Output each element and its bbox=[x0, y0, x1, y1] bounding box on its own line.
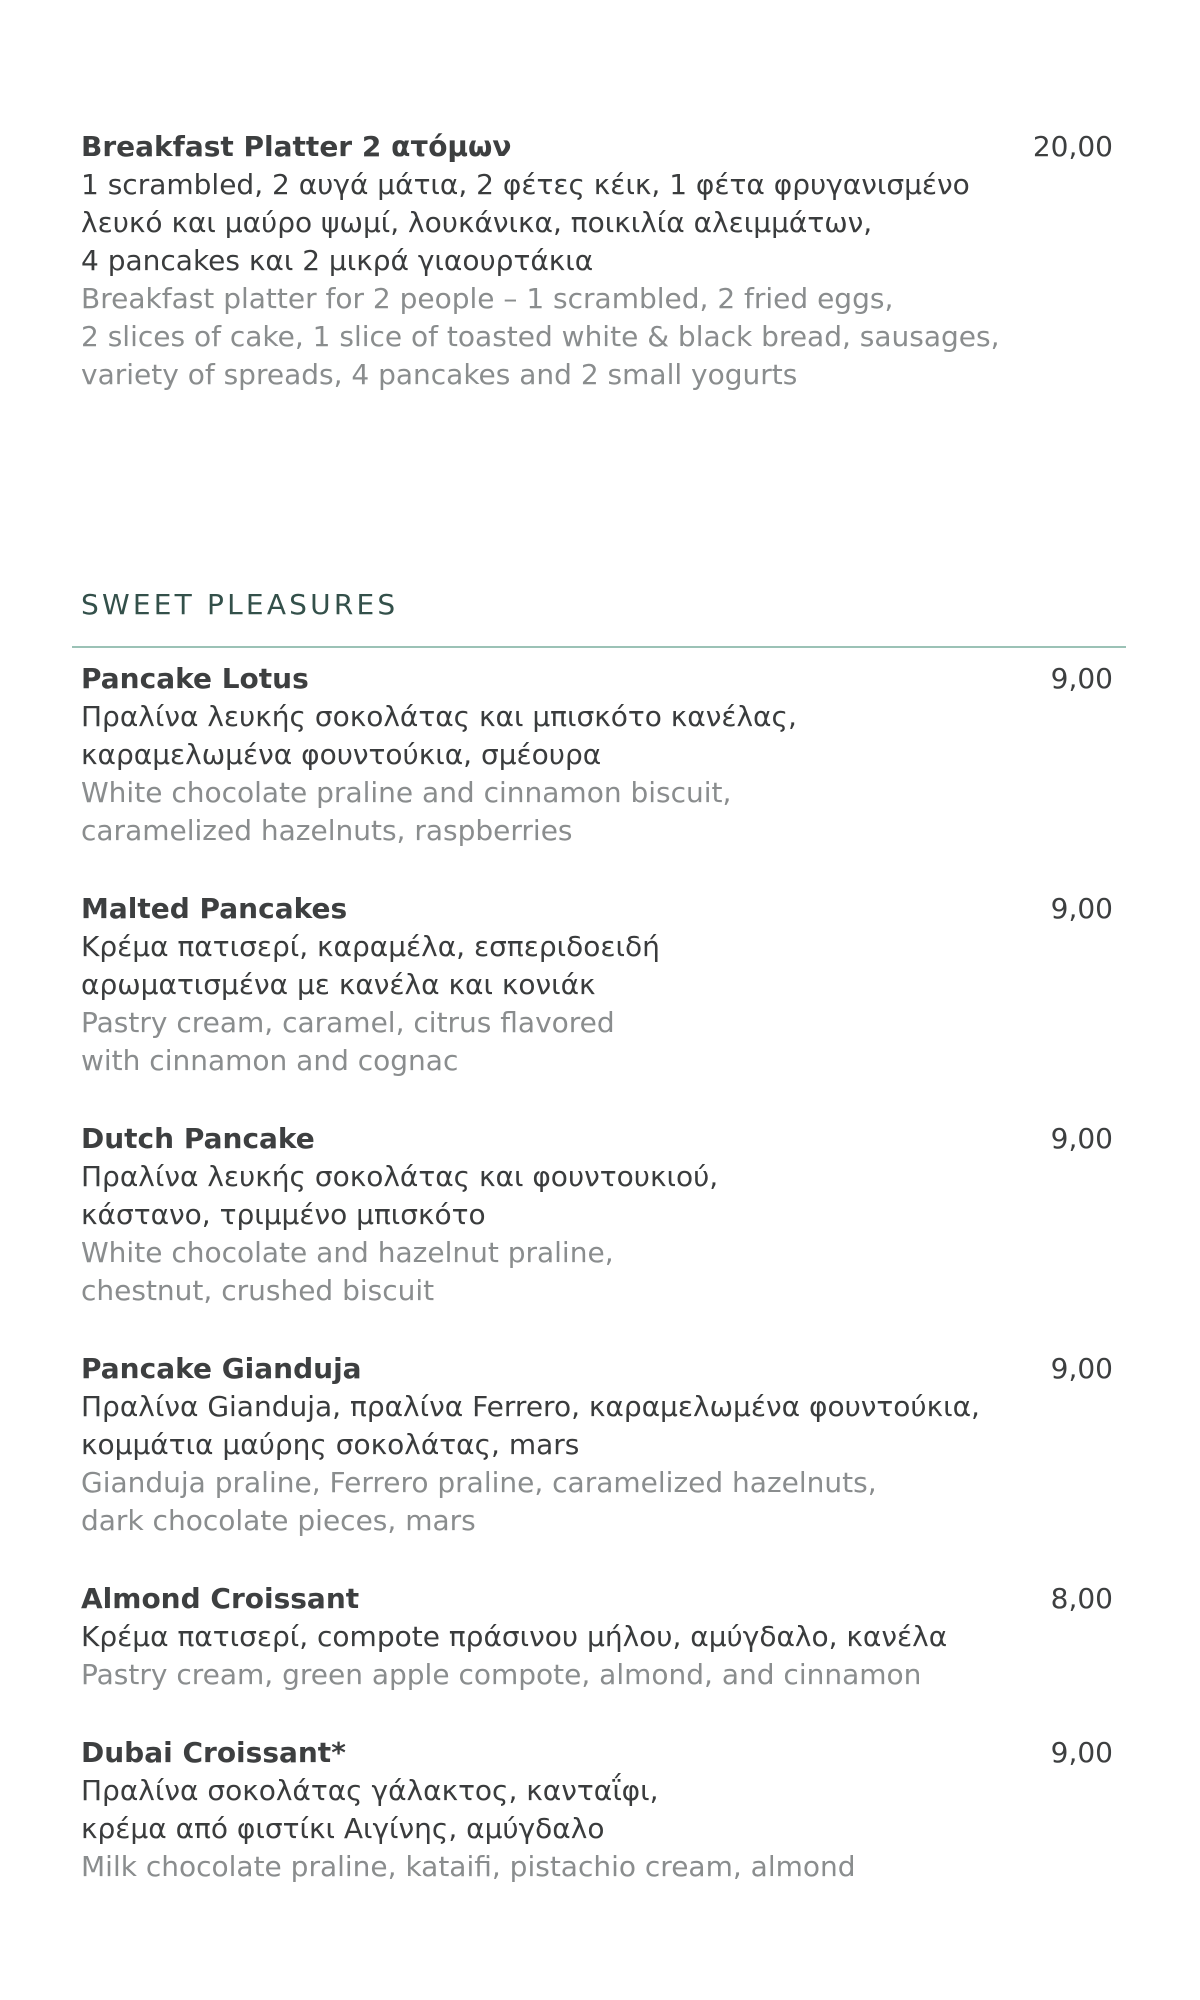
item-description-greek: 1 scrambled, 2 αυγά μάτια, 2 φέτες κέικ, 1 φέτα φρυγανισμένο bbox=[81, 168, 970, 201]
item-description-greek: Πραλίνα σοκολάτας γάλακτος, κανταΐφι, bbox=[81, 1774, 659, 1807]
item-description-greek: κάστανο, τριμμένο μπισκότο bbox=[81, 1198, 486, 1231]
item-description-english: 2 slices of cake, 1 slice of toasted white & black bread, sausages, bbox=[81, 320, 1000, 353]
item-description-english: variety of spreads, 4 pancakes and 2 small yogurts bbox=[81, 358, 798, 391]
section-title: SWEET PLEASURES bbox=[81, 588, 399, 621]
item-price: 20,00 bbox=[1032, 130, 1113, 163]
item-name: Pancake Gianduja bbox=[81, 1352, 362, 1385]
item-description-english: Pastry cream, caramel, citrus flavored bbox=[81, 1006, 615, 1039]
item-description-english: White chocolate praline and cinnamon biscuit, bbox=[81, 776, 732, 809]
item-description-english: Breakfast platter for 2 people – 1 scrambled, 2 fried eggs, bbox=[81, 282, 894, 315]
item-name: Pancake Lotus bbox=[81, 662, 309, 695]
item-name: Malted Pancakes bbox=[81, 892, 348, 925]
section-divider bbox=[72, 646, 1126, 648]
item-description-greek: καραμελωμένα φουντούκια, σμέουρα bbox=[81, 738, 602, 771]
item-name: Dutch Pancake bbox=[81, 1122, 315, 1155]
item-description-greek: Κρέμα πατισερί, καραμέλα, εσπεριδοειδή bbox=[81, 930, 660, 963]
item-description-english: Pastry cream, green apple compote, almond, and cinnamon bbox=[81, 1658, 922, 1691]
item-price: 9,00 bbox=[1050, 892, 1113, 925]
item-name: Almond Croissant bbox=[81, 1582, 360, 1615]
item-description-greek: κρέμα από φιστίκι Αιγίνης, αμύγδαλο bbox=[81, 1812, 605, 1845]
item-price: 9,00 bbox=[1050, 1352, 1113, 1385]
item-description-greek: κομμάτια μαύρης σοκολάτας, mars bbox=[81, 1428, 580, 1461]
item-name: Breakfast Platter 2 ατόμων bbox=[81, 130, 512, 163]
item-description-greek: Πραλίνα λευκής σοκολάτας και μπισκότο κανέλας, bbox=[81, 700, 797, 733]
item-price: 9,00 bbox=[1050, 1736, 1113, 1769]
item-description-english: Milk chocolate praline, kataifi, pistachio cream, almond bbox=[81, 1850, 856, 1883]
item-description-english: caramelized hazelnuts, raspberries bbox=[81, 814, 573, 847]
item-description-greek: Πραλίνα λευκής σοκολάτας και φουντουκιού, bbox=[81, 1160, 719, 1193]
item-description-greek: αρωματισμένα με κανέλα και κονιάκ bbox=[81, 968, 596, 1001]
item-description-english: White chocolate and hazelnut praline, bbox=[81, 1236, 614, 1269]
item-description-greek: λευκό και μαύρο ψωμί, λουκάνικα, ποικιλία αλειμμάτων, bbox=[81, 206, 873, 239]
item-price: 9,00 bbox=[1050, 662, 1113, 695]
item-price: 9,00 bbox=[1050, 1122, 1113, 1155]
item-description-english: chestnut, crushed biscuit bbox=[81, 1274, 435, 1307]
item-description-english: dark chocolate pieces, mars bbox=[81, 1504, 476, 1537]
item-description-english: with cinnamon and cognac bbox=[81, 1044, 459, 1077]
item-name: Dubai Croissant* bbox=[81, 1736, 346, 1769]
item-description-english: Gianduja praline, Ferrero praline, caramelized hazelnuts, bbox=[81, 1466, 877, 1499]
item-description-greek: 4 pancakes και 2 μικρά γιαουρτάκια bbox=[81, 244, 594, 277]
item-description-greek: Κρέμα πατισερί, compote πράσινου μήλου, αμύγδαλο, κανέλα bbox=[81, 1620, 948, 1653]
item-description-greek: Πραλίνα Gianduja, πραλίνα Ferrero, καραμελωμένα φουντούκια, bbox=[81, 1390, 980, 1423]
item-price: 8,00 bbox=[1050, 1582, 1113, 1615]
